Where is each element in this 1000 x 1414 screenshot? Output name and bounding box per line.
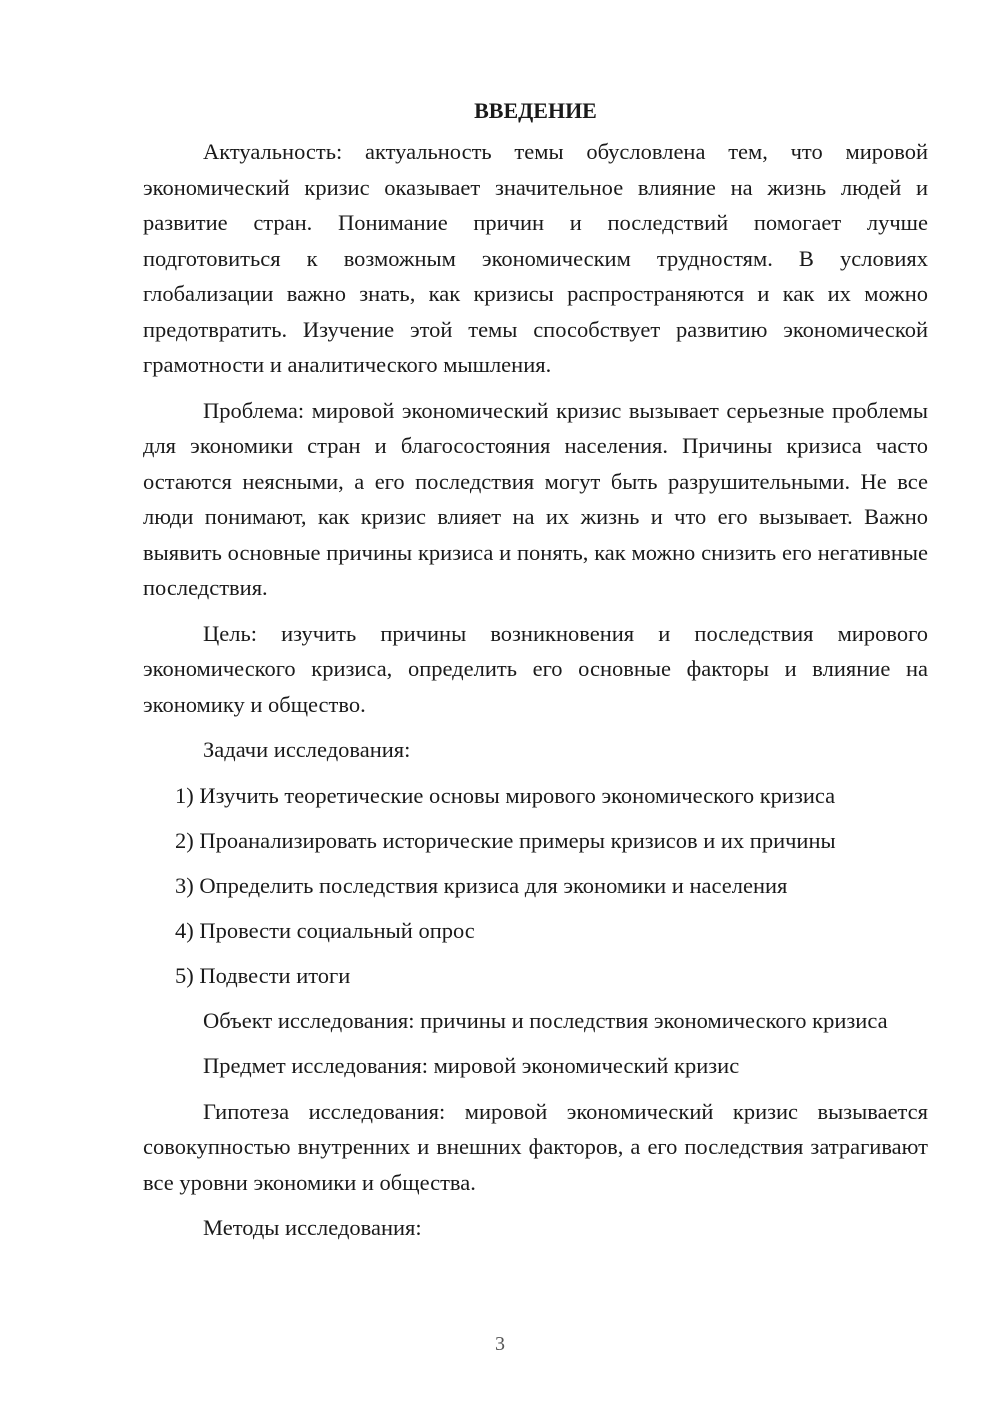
task-item-2: 2) Проанализировать исторические примеры кризисов и их причины bbox=[175, 827, 836, 853]
paragraph-object: Объект исследования: причины и последствия экономического кризиса bbox=[203, 1007, 888, 1033]
task-item-1: 1) Изучить теоретические основы мирового экономического кризиса bbox=[175, 782, 836, 808]
paragraph-methods: Методы исследования: bbox=[203, 1215, 422, 1240]
task-list bbox=[143, 778, 928, 994]
tasks-heading: Задачи исследования: bbox=[203, 737, 411, 762]
paragraph-hypothesis: Гипотеза исследования: мировой экономический кризис вызывается совокупностью внутренних и внешних факторов, а его последствия затрагивают все уровни экономики и общества. bbox=[143, 1098, 928, 1195]
task-item-5: 5) Подвести итоги bbox=[175, 962, 351, 988]
paragraph-goal: Цель: изучить причины возникновения и последствия мирового экономического кризиса, определить его основные факторы и влияние на экономику и общество. bbox=[143, 620, 928, 717]
paragraph-problem: Проблема: мировой экономический кризис вызывает серьезные проблемы для экономики стран и благосостояния населения. Причины кризиса часто остаются неясными, а его последствия могут быть разрушительными. Не все люди понимают, как кризис влияет на их жизнь и что его вызывает. Важно выявить основные причины кризиса и понять, как можно снизить его негативные последствия. bbox=[143, 397, 928, 600]
page-title: ВВЕДЕНИЕ bbox=[474, 98, 597, 123]
page-number: 3 bbox=[495, 1333, 505, 1355]
task-item-4: 4) Провести социальный опрос bbox=[175, 917, 475, 943]
task-item-3: 3) Определить последствия кризиса для экономики и населения bbox=[175, 872, 788, 898]
paragraph-subject: Предмет исследования: мировой экономический кризис bbox=[203, 1053, 740, 1078]
paragraph-relevance: Актуальность: актуальность темы обусловлена тем, что мировой экономический кризис оказывает значительное влияние на жизнь людей и развитие стран. Понимание причин и последствий помогает лучше подготовиться к возможным экономическим трудностям. В условиях глобализации важно знать, как кризисы распространяются и как их можно предотвратить. Изучение этой темы способствует развитию экономической грамотности и аналитического мышления. bbox=[143, 139, 928, 377]
document-page bbox=[143, 92, 928, 1256]
